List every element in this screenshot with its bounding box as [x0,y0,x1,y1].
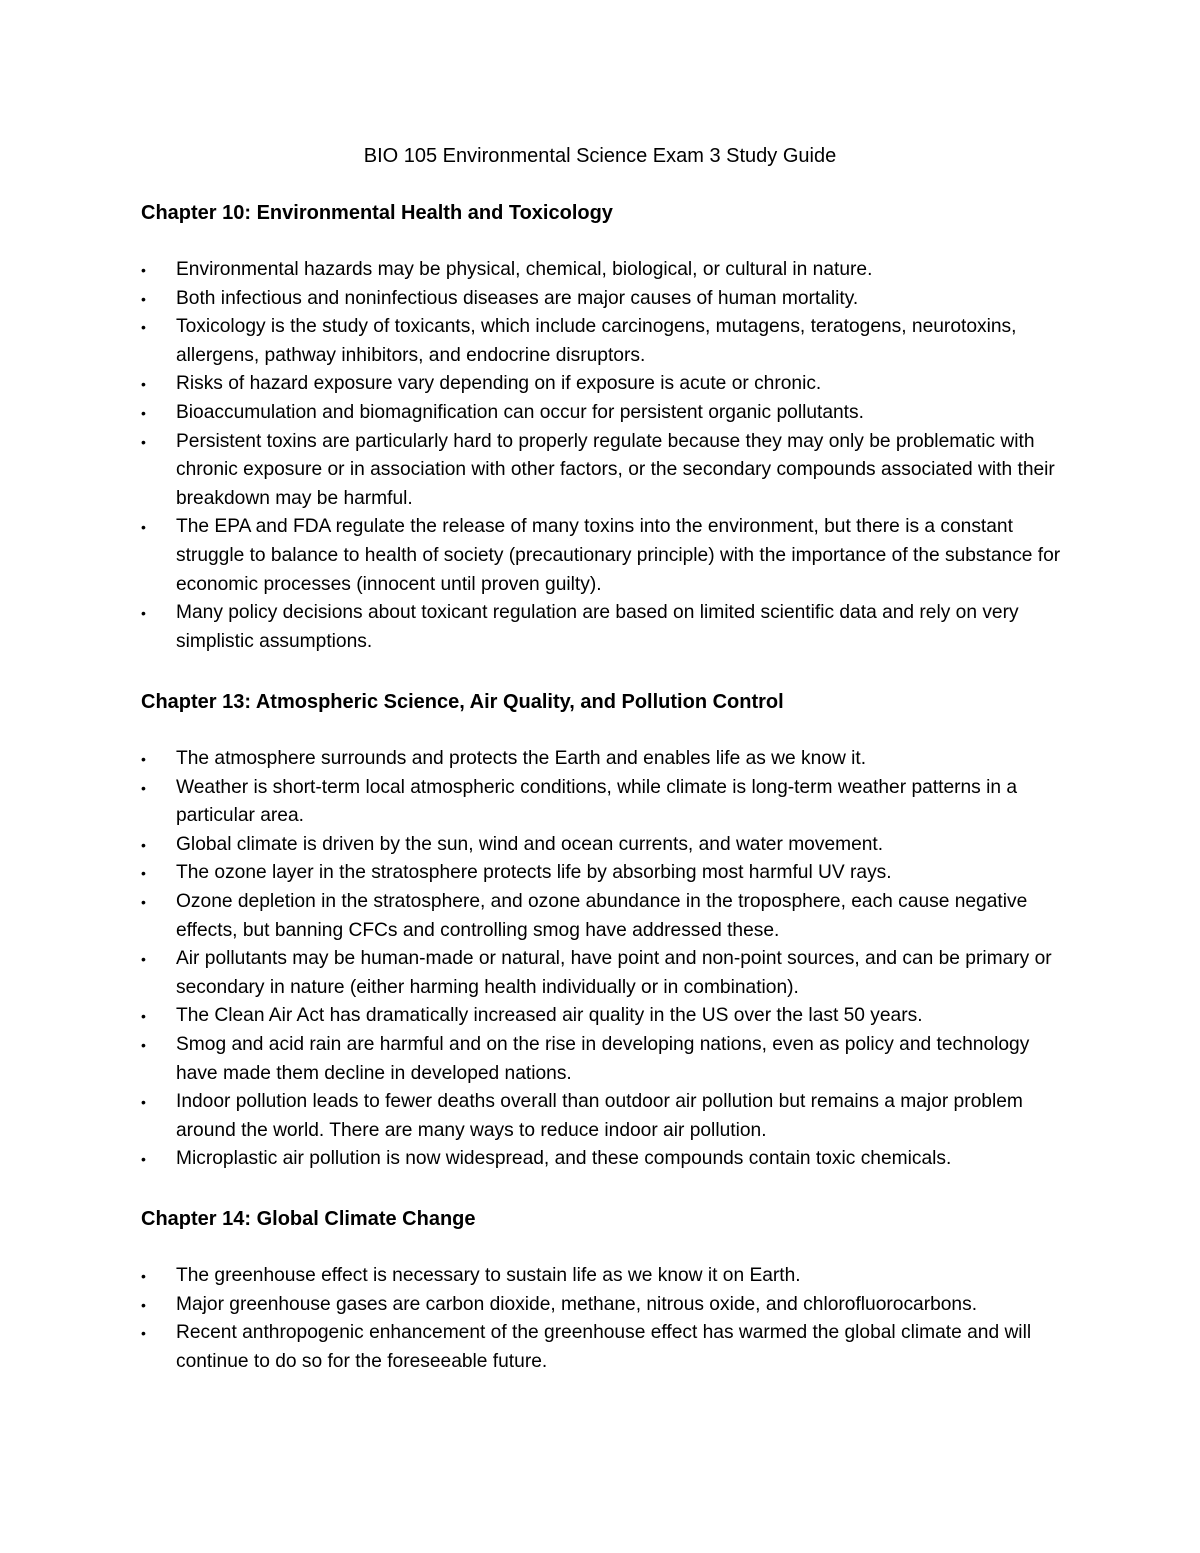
list-item [141,888,1071,945]
list-item-text: Indoor pollution leads to fewer deaths overall than outdoor air pollution but remains a major problem around the world. There are many ways to reduce indoor air pollution. [176,1091,1023,1141]
list-item [141,599,1071,656]
bullet-icon: • [141,951,146,968]
list-item [141,256,1071,285]
section-heading: Chapter 13: Atmospheric Science, Air Quality, and Pollution Control [141,691,784,713]
list-item [141,428,1071,514]
list-item-text: The EPA and FDA regulate the release of many toxins into the environment, but there is a constant struggle to balance to health of society (precautionary principle) with the importance of the substance for economic processes (innocent until proven guilty). [176,516,1061,595]
section-heading: Chapter 10: Environmental Health and Toxicology [141,202,613,224]
list-item-text: Weather is short-term local atmospheric conditions, while climate is long-term weather patterns in a particular area. [176,776,1018,827]
list-item [141,1031,1071,1088]
list-item-text: Bioaccumulation and biomagnification can occur for persistent organic pollutants. [176,401,864,423]
list-item [141,774,1071,831]
bullet-list [141,745,1071,1174]
list-item-text: Toxicology is the study of toxicants, which include carcinogens, mutagens, teratogens, neurotoxins, allergens, pathway inhibitors, and endocrine disruptors. [176,316,1017,366]
bullet-icon: • [141,1036,146,1053]
bullet-icon: • [141,404,146,421]
bullet-icon: • [141,779,146,796]
list-item [141,745,1071,774]
document-title: BIO 105 Environmental Science Exam 3 Study Guide [363,145,837,167]
bullet-list [141,1262,1071,1376]
list-item [141,513,1071,599]
list-item-text: Major greenhouse gases are carbon dioxide, methane, nitrous oxide, and chlorofluorocarbons. [176,1293,978,1315]
list-item-text: Risks of hazard exposure vary depending on if exposure is acute or chronic. [176,373,822,395]
bullet-icon: • [141,290,146,307]
bullet-icon: • [141,1151,146,1168]
list-item [141,945,1071,1002]
list-item [141,313,1071,370]
bullet-icon: • [141,605,146,622]
list-item-text: The greenhouse effect is necessary to sustain life as we know it on Earth. [176,1265,801,1286]
bullet-icon: • [141,1268,146,1284]
list-item [141,1145,1071,1174]
list-item-text: Smog and acid rain are harmful and on the rise in developing nations, even as policy and technology have made them decline in developed nations. [176,1033,1030,1084]
list-item-text: Persistent toxins are particularly hard to properly regulate because they may only be problematic with chronic exposure or in association with other factors, or the secondary compounds associated with their breakdown may be harmful. [176,430,1055,509]
bullet-icon: • [141,319,146,336]
bullet-icon: • [141,433,146,450]
list-item [141,859,1071,888]
list-item [141,831,1071,860]
list-item-text: The ozone layer in the stratosphere protects life by absorbing most harmful UV rays. [176,862,892,884]
list-item [141,370,1071,399]
bullet-icon: • [141,893,146,910]
list-item-text: Air pollutants may be human-made or natural, have point and non-point sources, and can be primary or secondary in nature (either harming health individually or in combination). [176,948,1052,998]
bullet-icon: • [141,1094,146,1111]
bullet-icon: • [141,1008,146,1025]
bullet-icon: • [141,376,146,393]
list-item-text: The atmosphere surrounds and protects the Earth and enables life as we know it. [176,748,867,769]
bullet-icon: • [141,519,146,536]
section-chapter-10 [141,199,1071,652]
list-item-text: Both infectious and noninfectious diseases are major causes of human mortality. [176,287,859,309]
bullet-icon: • [141,1296,146,1313]
list-item-text: Ozone depletion in the stratosphere, and ozone abundance in the troposphere, each cause negative effects, but banning CFCs and controlling smog have addressed these. [176,890,1028,941]
bullet-icon: • [141,836,146,853]
list-item [141,1002,1071,1031]
list-item-text: Microplastic air pollution is now widespread, and these compounds contain toxic chemicals. [176,1148,952,1170]
bullet-icon: • [141,865,146,882]
list-item [141,1088,1071,1145]
list-item-text: Environmental hazards may be physical, chemical, biological, or cultural in nature. [176,259,873,280]
bullet-list [141,256,1071,656]
bullet-icon: • [141,1325,146,1342]
list-item [141,1291,1071,1320]
list-item-text: Many policy decisions about toxicant regulation are based on limited scientific data and rely on very simplistic assumptions. [176,602,1019,652]
section-heading: Chapter 14: Global Climate Change [141,1208,476,1230]
list-item [141,1319,1071,1376]
list-item-text: The Clean Air Act has dramatically increased air quality in the US over the last 50 years. [176,1005,923,1027]
list-item [141,285,1071,314]
list-item-text: Recent anthropogenic enhancement of the greenhouse effect has warmed the global climate and will continue to do so for the foreseeable future. [176,1322,1032,1372]
section-chapter-14 [141,1205,1071,1372]
list-item [141,1262,1071,1291]
list-item [141,399,1071,428]
bullet-icon: • [141,262,146,278]
section-chapter-13 [141,688,1071,1170]
bullet-icon: • [141,751,146,767]
list-item-text: Global climate is driven by the sun, wind and ocean currents, and water movement. [176,833,884,855]
